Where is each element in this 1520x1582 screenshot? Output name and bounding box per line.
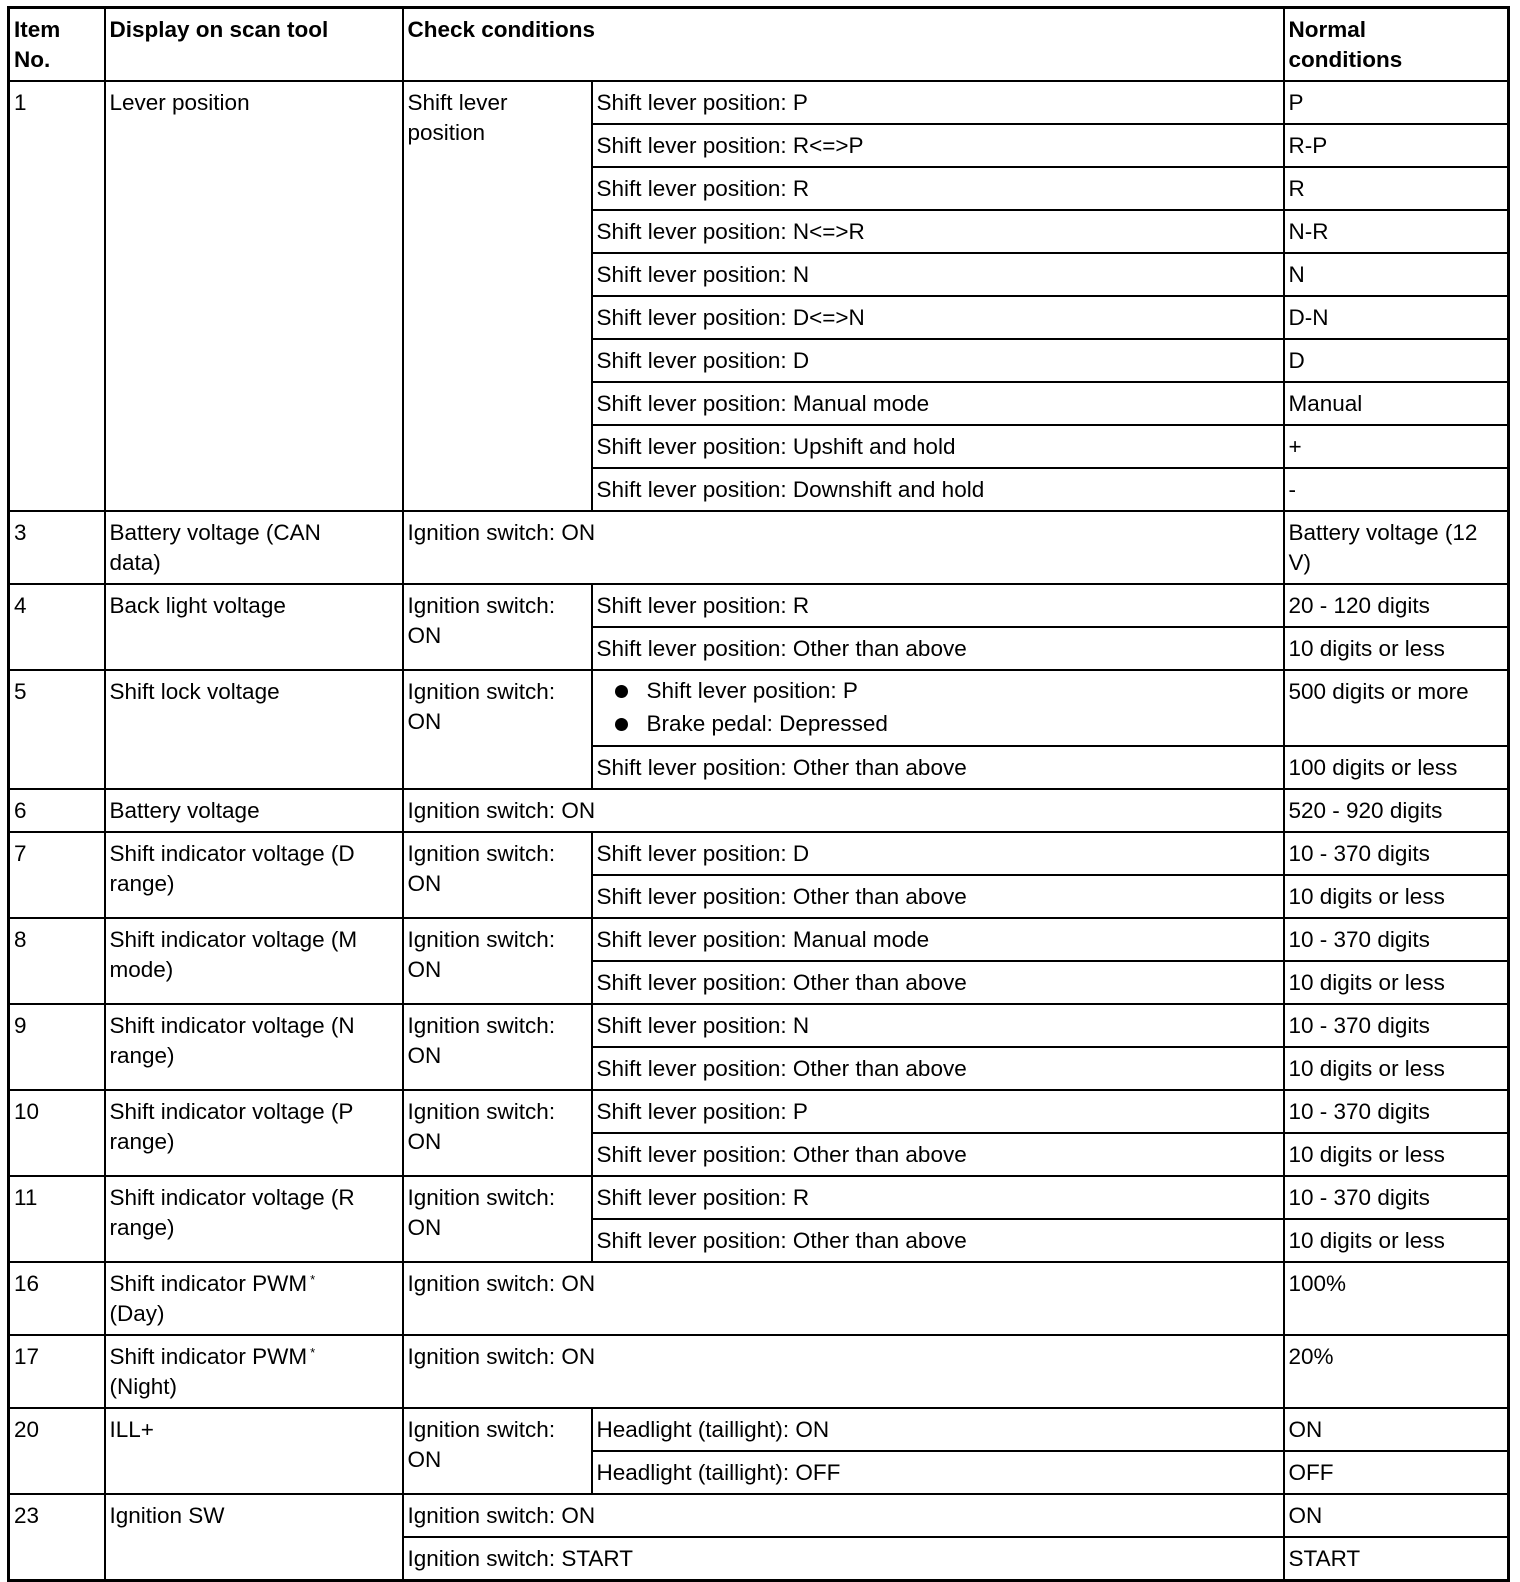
display-name: Shift lock voltage (105, 670, 403, 789)
normal-condition: 10 digits or less (1284, 961, 1509, 1004)
check-condition-detail: Shift lever position: Other than above (592, 746, 1284, 789)
check-condition-main: Ignition switch: ON (403, 1408, 592, 1494)
check-condition-detail: Shift lever position: R (592, 584, 1284, 627)
normal-condition: 10 digits or less (1284, 875, 1509, 918)
normal-condition: 10 digits or less (1284, 1047, 1509, 1090)
normal-condition: R-P (1284, 124, 1509, 167)
check-condition-detail: Shift lever position: N<=>R (592, 210, 1284, 253)
table-row (9, 1335, 1509, 1408)
display-name-text: Shift indicator PWM (109, 1271, 308, 1296)
check-condition-detail: Shift lever position: Other than above (592, 627, 1284, 670)
item-number: 9 (9, 1004, 105, 1090)
check-condition-main: Ignition switch: ON (403, 918, 592, 1004)
check-condition-detail: Shift lever position: Manual mode (592, 918, 1284, 961)
header-check-conditions: Check conditions (403, 8, 1284, 82)
check-condition-detail: Shift lever position: N (592, 1004, 1284, 1047)
check-condition-detail: Shift lever position: Other than above (592, 961, 1284, 1004)
check-condition-main: Ignition switch: ON (403, 1090, 592, 1176)
table-row (9, 1176, 1509, 1219)
normal-condition: + (1284, 425, 1509, 468)
table-row (9, 1494, 1509, 1537)
check-condition-detail: Shift lever position: R<=>P (592, 124, 1284, 167)
display-name (105, 1335, 403, 1408)
normal-condition: 10 digits or less (1284, 1133, 1509, 1176)
check-condition-detail: Shift lever position: Other than above (592, 875, 1284, 918)
header-normal-conditions: Normal conditions (1284, 8, 1509, 82)
display-name: Battery voltage (105, 789, 403, 832)
check-condition-detail: Headlight (taillight): ON (592, 1408, 1284, 1451)
check-condition-detail: Shift lever position: D (592, 339, 1284, 382)
display-name: Shift indicator voltage (R range) (105, 1176, 403, 1262)
item-number: 10 (9, 1090, 105, 1176)
check-condition-main: Shift lever position (403, 81, 592, 511)
table-row (9, 1262, 1509, 1335)
normal-condition: 10 digits or less (1284, 1219, 1509, 1262)
check-condition-detail: Shift lever position: N (592, 253, 1284, 296)
table-row (9, 918, 1509, 961)
check-condition-detail: Shift lever position: P (592, 81, 1284, 124)
normal-condition: ON (1284, 1408, 1509, 1451)
normal-condition: START (1284, 1537, 1509, 1581)
normal-condition: 520 - 920 digits (1284, 789, 1509, 832)
check-condition-main: Ignition switch: ON (403, 832, 592, 918)
footnote-mark: * (310, 1345, 316, 1360)
table-row (9, 1004, 1509, 1047)
normal-condition: Battery voltage (12 V) (1284, 511, 1509, 584)
header-display: Display on scan tool (105, 8, 403, 82)
display-name: Shift indicator voltage (P range) (105, 1090, 403, 1176)
display-name: ILL+ (105, 1408, 403, 1494)
item-number: 16 (9, 1262, 105, 1335)
check-condition-main: Ignition switch: ON (403, 1004, 592, 1090)
display-name: Lever position (105, 81, 403, 511)
header-item-no: Item No. (9, 8, 105, 82)
check-condition-main: Ignition switch: ON (403, 670, 592, 789)
table-row (9, 584, 1509, 627)
normal-condition: 10 - 370 digits (1284, 1004, 1509, 1047)
normal-condition: 10 - 370 digits (1284, 832, 1509, 875)
check-condition-detail: Shift lever position: Upshift and hold (592, 425, 1284, 468)
normal-condition: 20% (1284, 1335, 1509, 1408)
normal-condition: 100 digits or less (1284, 746, 1509, 789)
item-number: 17 (9, 1335, 105, 1408)
check-condition-main: Ignition switch: ON (403, 1176, 592, 1262)
table-row (9, 670, 1509, 746)
normal-condition: R (1284, 167, 1509, 210)
table-row (9, 1090, 1509, 1133)
normal-condition: D (1284, 339, 1509, 382)
condition-bullet-item: Shift lever position: P (597, 674, 1279, 707)
display-name: Back light voltage (105, 584, 403, 670)
display-name-suffix: (Day) (109, 1301, 165, 1326)
check-condition-detail: Shift lever position: D<=>N (592, 296, 1284, 339)
condition-bullet-item: Brake pedal: Depressed (597, 707, 1279, 740)
table-row (9, 789, 1509, 832)
check-condition-detail: Shift lever position: R (592, 1176, 1284, 1219)
check-condition-detail: Shift lever position: R (592, 167, 1284, 210)
scan-tool-data-table (7, 6, 1510, 1582)
normal-condition: P (1284, 81, 1509, 124)
normal-condition: 100% (1284, 1262, 1509, 1335)
normal-condition: 10 digits or less (1284, 627, 1509, 670)
normal-condition: N-R (1284, 210, 1509, 253)
check-condition-main: Ignition switch: ON (403, 584, 592, 670)
display-name-text: Shift indicator PWM (109, 1344, 308, 1369)
item-number: 6 (9, 789, 105, 832)
item-number: 20 (9, 1408, 105, 1494)
check-condition-detail: Ignition switch: ON (403, 511, 1284, 584)
display-name (105, 1262, 403, 1335)
item-number: 11 (9, 1176, 105, 1262)
normal-condition: Manual (1284, 382, 1509, 425)
display-name-suffix: (Night) (109, 1374, 178, 1399)
display-name: Battery voltage (CAN data) (105, 511, 403, 584)
check-condition-detail: Shift lever position: Other than above (592, 1133, 1284, 1176)
table-row (9, 511, 1509, 584)
display-name: Ignition SW (105, 1494, 403, 1581)
normal-condition: D-N (1284, 296, 1509, 339)
table-row (9, 1408, 1509, 1451)
normal-condition: 10 - 370 digits (1284, 1176, 1509, 1219)
normal-condition: 500 digits or more (1284, 670, 1509, 746)
item-number: 4 (9, 584, 105, 670)
check-condition-detail: Shift lever position: Other than above (592, 1219, 1284, 1262)
normal-condition: 10 - 370 digits (1284, 1090, 1509, 1133)
check-condition-detail: Ignition switch: ON (403, 1262, 1284, 1335)
check-condition-detail: Ignition switch: ON (403, 789, 1284, 832)
check-condition-detail: Ignition switch: ON (403, 1494, 1284, 1537)
item-number: 5 (9, 670, 105, 789)
check-condition-detail: Shift lever position: Manual mode (592, 382, 1284, 425)
display-name: Shift indicator voltage (D range) (105, 832, 403, 918)
item-number: 8 (9, 918, 105, 1004)
check-condition-detail: Shift lever position: Other than above (592, 1047, 1284, 1090)
check-condition-detail: Ignition switch: START (403, 1537, 1284, 1581)
check-condition-detail: Shift lever position: P (592, 1090, 1284, 1133)
table-body (9, 81, 1509, 1581)
normal-condition: OFF (1284, 1451, 1509, 1494)
display-name: Shift indicator voltage (M mode) (105, 918, 403, 1004)
item-number: 7 (9, 832, 105, 918)
header-row (9, 8, 1509, 82)
footnote-mark: * (310, 1272, 316, 1287)
check-condition-detail: Headlight (taillight): OFF (592, 1451, 1284, 1494)
item-number: 23 (9, 1494, 105, 1581)
normal-condition: ON (1284, 1494, 1509, 1537)
item-number: 3 (9, 511, 105, 584)
item-number: 1 (9, 81, 105, 511)
check-condition-detail: Shift lever position: D (592, 832, 1284, 875)
check-condition-detail: Shift lever position: Downshift and hold (592, 468, 1284, 511)
normal-condition: - (1284, 468, 1509, 511)
normal-condition: 10 - 370 digits (1284, 918, 1509, 961)
table-row (9, 81, 1509, 124)
check-condition-detail: Ignition switch: ON (403, 1335, 1284, 1408)
condition-bullet-list (597, 674, 1279, 740)
normal-condition: N (1284, 253, 1509, 296)
table-row (9, 832, 1509, 875)
display-name: Shift indicator voltage (N range) (105, 1004, 403, 1090)
check-condition-detail (592, 670, 1284, 746)
normal-condition: 20 - 120 digits (1284, 584, 1509, 627)
